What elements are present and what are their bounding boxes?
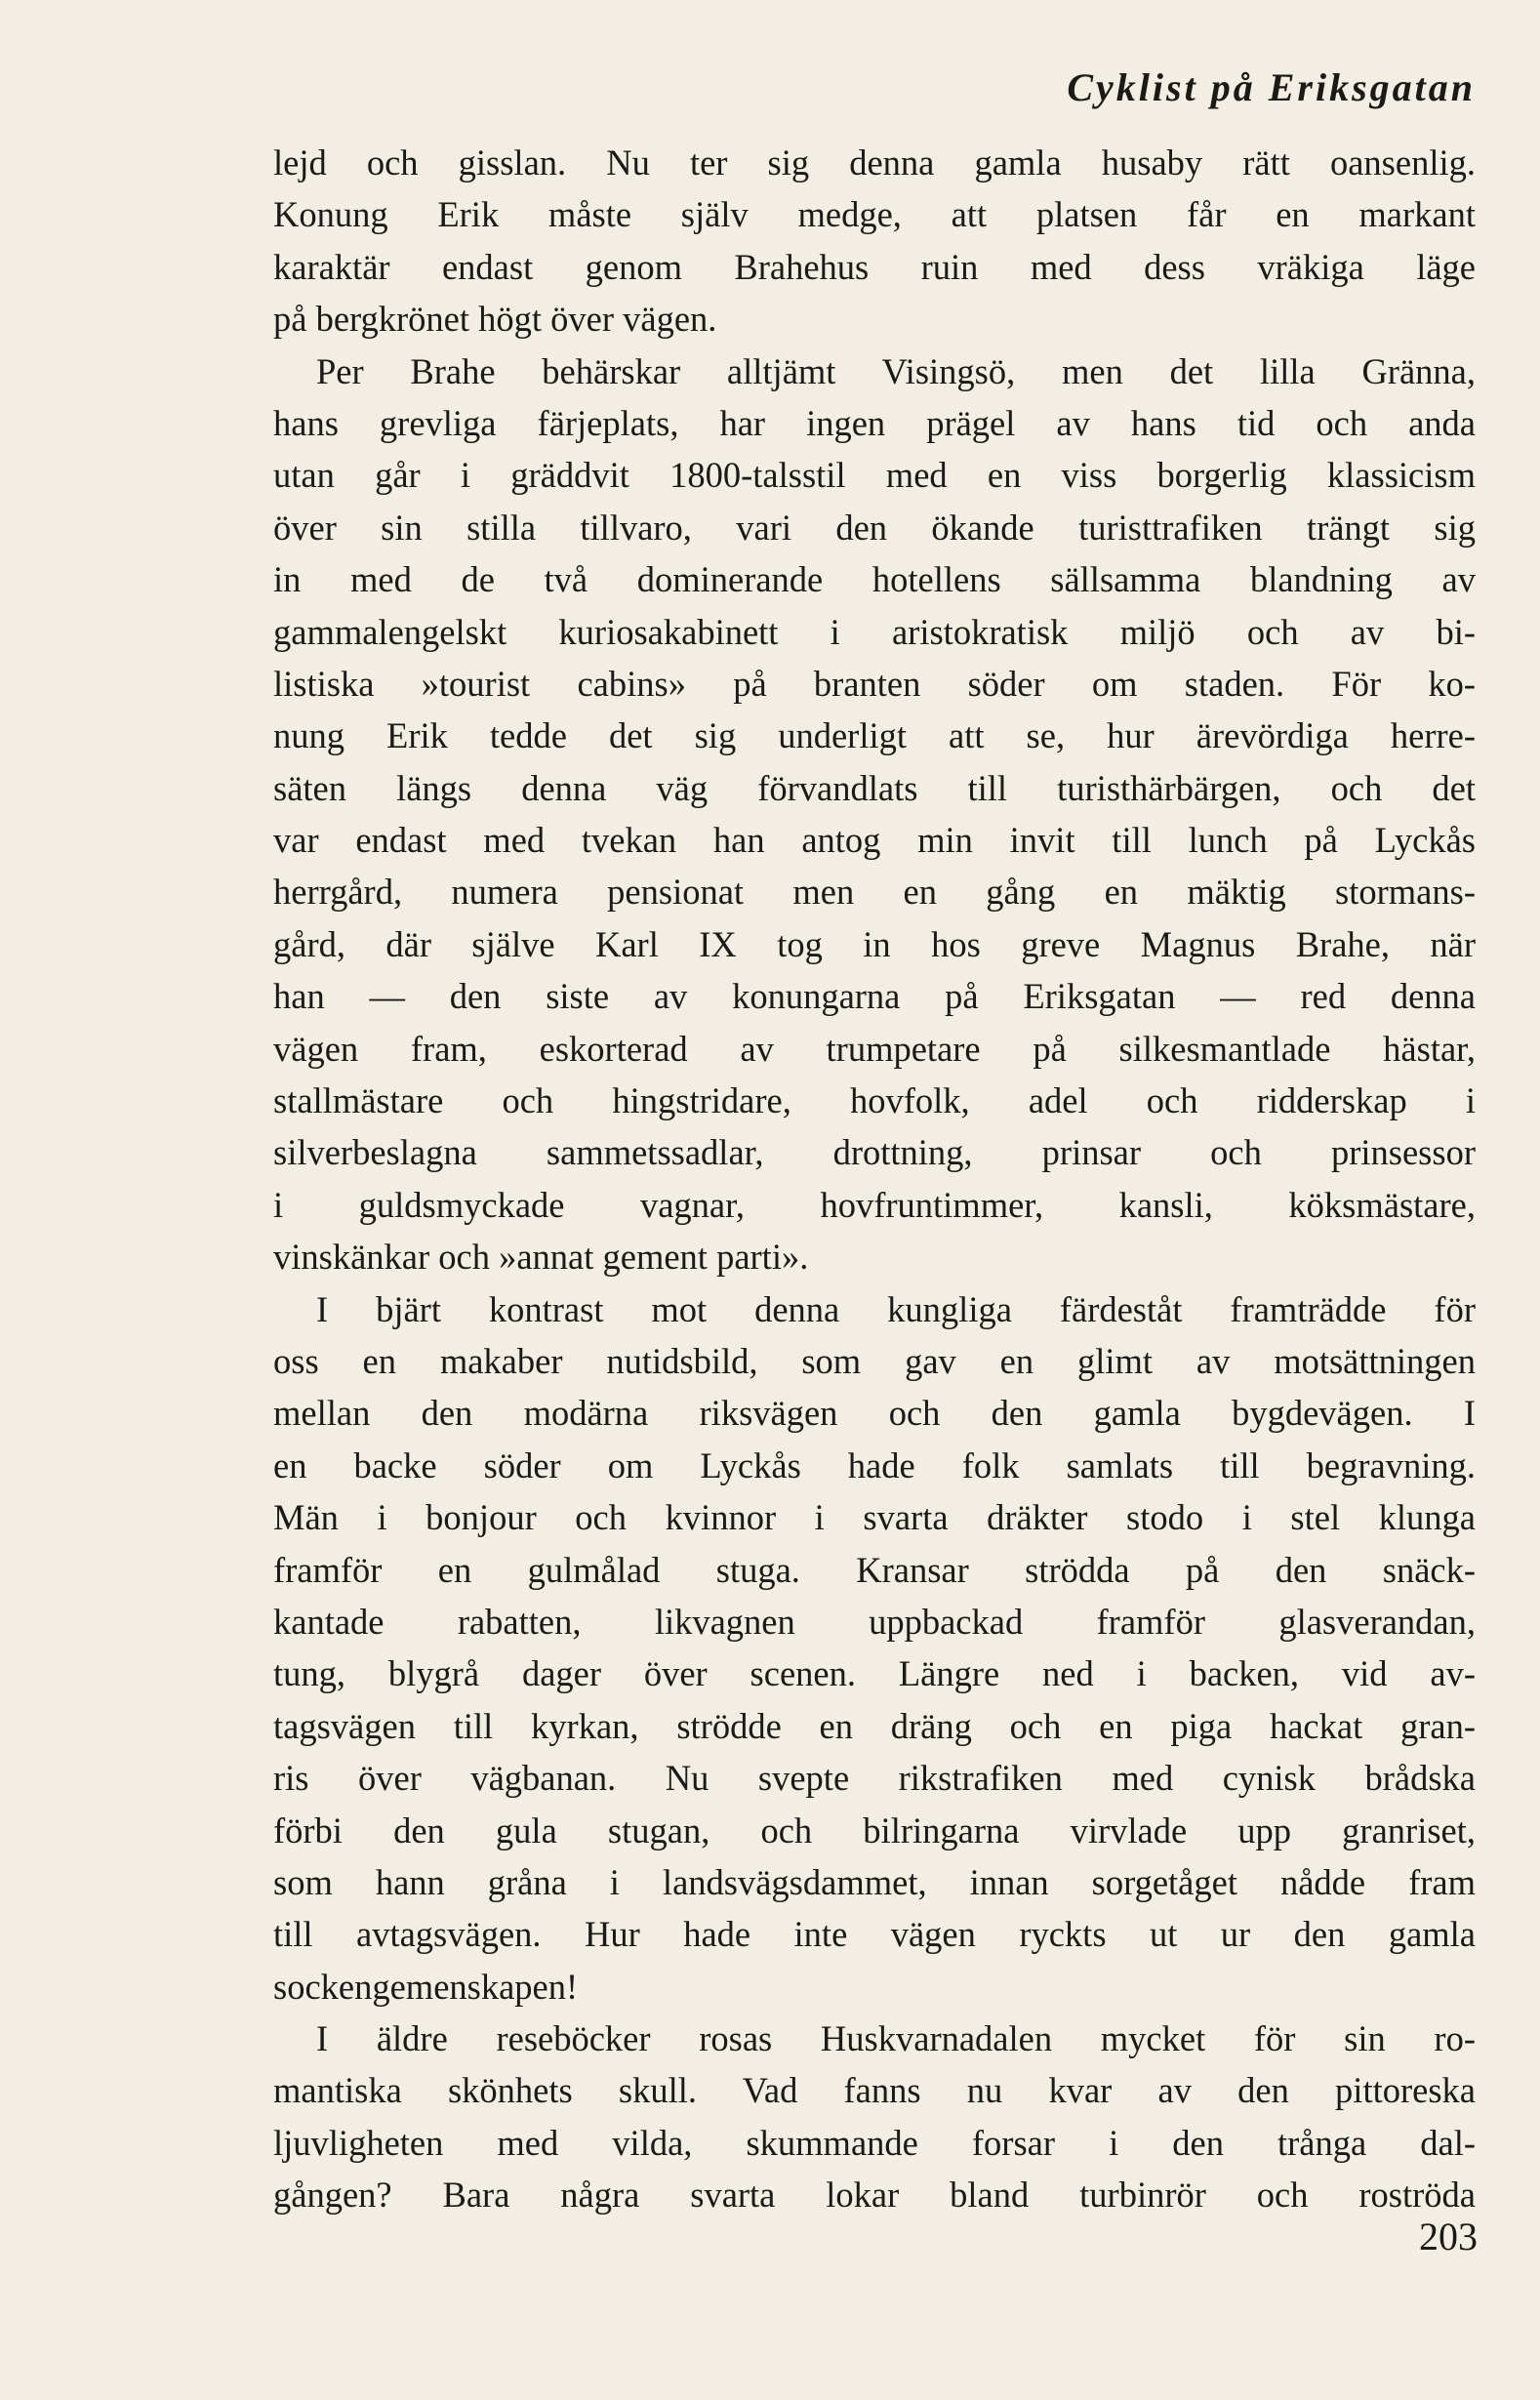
text-line: sockengemenskapen! (273, 1966, 579, 2007)
text-line: I äldre reseböcker rosas Huskvarnadalen mycket för sin ro- (316, 2018, 1476, 2059)
text-line: stallmästare och hingstridare, hovfolk, adel och ridderskap i (273, 1080, 1476, 1121)
text-line: han — den siste av konungarna på Eriksgatan — red denna (273, 976, 1476, 1017)
text-line: gammalengelskt kuriosakabinett i aristokratisk miljö och av bi- (273, 611, 1476, 652)
text-line: som hann gråna i landsvägsdammet, innan sorgetåget nådde fram (273, 1861, 1476, 1902)
body-text (273, 137, 1476, 2221)
text-line: i guldsmyckade vagnar, hovfruntimmer, kansli, köksmästare, (273, 1184, 1476, 1225)
text-line: var endast med tvekan han antog min invit till lunch på Lyckås (273, 820, 1476, 861)
text-line: I bjärt kontrast mot denna kungliga färdeståt framträdde för (316, 1288, 1476, 1329)
text-line: silverbeslagna sammetssadlar, drottning, prinsar och prinsessor (273, 1132, 1476, 1173)
text-line: herrgård, numera pensionat men en gång en mäktig stormans- (273, 872, 1476, 913)
text-line: Män i bonjour och kvinnor i svarta dräkter stodo i stel klunga (273, 1497, 1476, 1538)
text-line: ljuvligheten med vilda, skummande forsar i den trånga dal- (273, 2122, 1476, 2163)
text-line: oss en makaber nutidsbild, som gav en glimt av motsättningen (273, 1340, 1476, 1381)
text-line: mellan den modärna riksvägen och den gamla bygdevägen. I (273, 1393, 1476, 1434)
text-line: tung, blygrå dager över scenen. Längre ned i backen, vid av- (273, 1653, 1476, 1694)
running-head: Cyklist på Eriksgatan (1067, 65, 1476, 109)
text-line: till avtagsvägen. Hur hade inte vägen ryckts ut ur den gamla (273, 1914, 1476, 1955)
text-line: förbi den gula stugan, och bilringarna virvlade upp granriset, (273, 1810, 1476, 1851)
text-line: lejd och gisslan. Nu ter sig denna gamla husaby rätt oansenlig. (273, 142, 1476, 183)
text-line: över sin stilla tillvaro, vari den ökande turisttrafiken trängt sig (273, 507, 1476, 548)
text-line: in med de två dominerande hotellens sällsamma blandning av (273, 559, 1476, 600)
text-line: gången? Bara några svarta lokar bland turbinrör och roströda (273, 2175, 1476, 2216)
text-line: Konung Erik måste själv medge, att platsen får en markant (273, 194, 1476, 235)
text-line: karaktär endast genom Brahehus ruin med dess vräkiga läge (273, 246, 1476, 287)
text-line: hans grevliga färjeplats, har ingen prägel av hans tid och anda (273, 402, 1476, 443)
text-line: framför en gulmålad stuga. Kransar strödda på den snäck- (273, 1549, 1476, 1590)
text-line: utan går i gräddvit 1800-talsstil med en viss borgerlig klassicism (273, 455, 1476, 496)
text-line: listiska »tourist cabins» på branten söder om staden. För ko- (273, 663, 1476, 704)
text-line: nung Erik tedde det sig underligt att se, hur ärevördiga herre- (273, 715, 1476, 756)
page-number: 203 (1419, 2215, 1478, 2258)
text-line: vägen fram, eskorterad av trumpetare på silkesmantlade hästar, (273, 1028, 1476, 1069)
text-line: en backe söder om Lyckås hade folk samlats till begravning. (273, 1444, 1476, 1485)
text-line: mantiska skönhets skull. Vad fanns nu kvar av den pittoreska (273, 2070, 1476, 2111)
text-line: vinskänkar och »annat gement parti». (273, 1237, 809, 1278)
text-line: Per Brahe behärskar alltjämt Visingsö, men det lilla Gränna, (316, 350, 1476, 391)
text-line: kantade rabatten, likvagnen uppbackad framför glasverandan, (273, 1601, 1476, 1642)
text-line: på bergkrönet högt över vägen. (273, 299, 717, 340)
text-line: tagsvägen till kyrkan, strödde en dräng och en piga hackat gran- (273, 1705, 1476, 1746)
text-line: gård, där själve Karl IX tog in hos greve Magnus Brahe, när (273, 923, 1476, 964)
text-line: ris över vägbanan. Nu svepte rikstrafiken med cynisk brådska (273, 1758, 1476, 1799)
text-line: säten längs denna väg förvandlats till turisthärbärgen, och det (273, 767, 1476, 808)
